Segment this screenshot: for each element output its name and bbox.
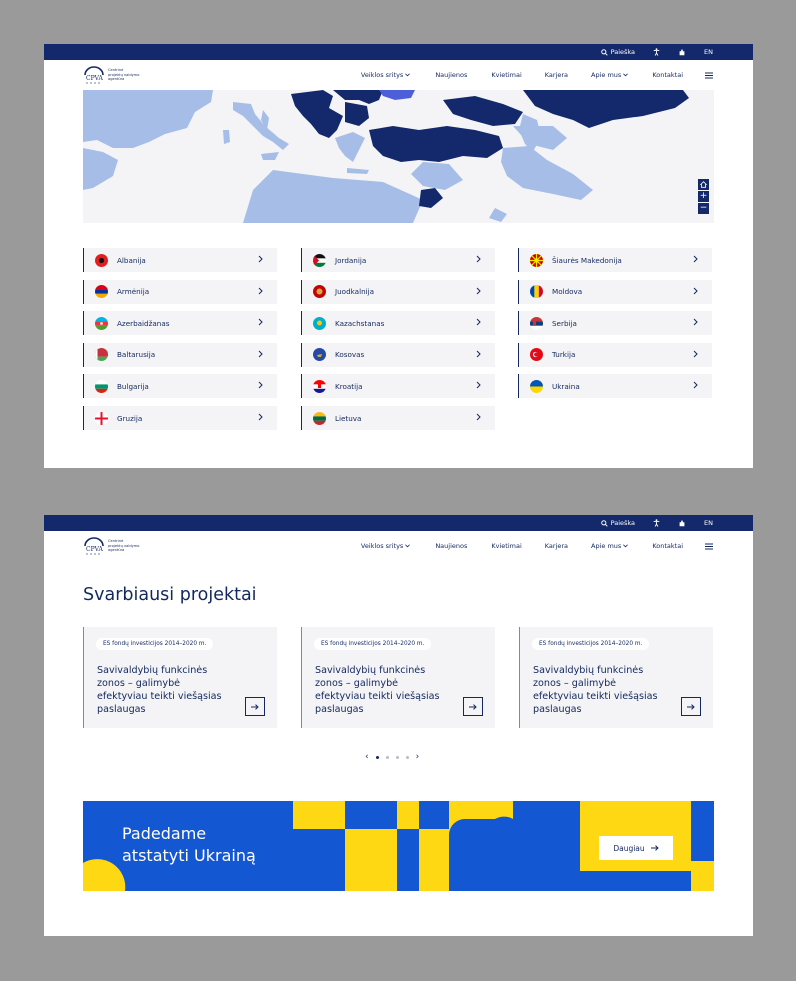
nav-item-kontaktai[interactable]: Kontaktai xyxy=(652,71,683,79)
nav-item-veiklos-sritys[interactable]: Veiklos sritys xyxy=(361,542,410,550)
country-label: Ukraina xyxy=(552,381,580,391)
pager-dot[interactable] xyxy=(386,756,389,759)
main-navbar xyxy=(44,60,753,90)
belarus-flag-icon xyxy=(95,348,108,361)
nav-item-karjera[interactable]: Karjera xyxy=(544,71,569,79)
azerbaijan-flag-icon xyxy=(95,317,108,330)
project-card[interactable] xyxy=(301,627,495,728)
project-title: Savivaldybių funkcinės zonos – galimybė efektyviau teikti viešąsias paslaugas xyxy=(533,665,658,715)
country-label: Juodkalnija xyxy=(335,287,375,297)
chevron-right-icon xyxy=(476,350,481,358)
country-item[interactable] xyxy=(301,280,495,304)
screenshot-countries xyxy=(44,44,753,468)
chevron-right-icon xyxy=(476,381,481,389)
lithuania-flag-icon xyxy=(313,412,326,425)
logo-text: Centrinė projektų valdymo agentūra xyxy=(108,539,140,553)
search-label: Paieška xyxy=(610,519,636,527)
main-navbar xyxy=(44,531,753,561)
language-switch[interactable] xyxy=(704,48,713,56)
project-title: Savivaldybių funkcinės zonos – galimybė efektyviau teikti viešąsias paslaugas xyxy=(97,665,222,715)
country-label: Kazachstanas xyxy=(335,318,385,328)
nav-item-kvietimai[interactable]: Kvietimai xyxy=(491,71,522,79)
country-item[interactable] xyxy=(83,374,277,398)
search-label: Paieška xyxy=(610,48,636,56)
accessibility-button[interactable] xyxy=(653,519,660,527)
nav-item-kvietimai[interactable]: Kvietimai xyxy=(491,542,522,550)
chevron-down-icon xyxy=(405,73,410,77)
country-label: Albanija xyxy=(117,255,146,265)
project-open-button[interactable] xyxy=(681,697,701,716)
chevron-right-icon xyxy=(258,413,263,421)
hamburger-menu-icon xyxy=(705,72,713,79)
bulgaria-flag-icon xyxy=(95,380,108,393)
ukraine-banner xyxy=(83,801,714,891)
nav-item-naujienos[interactable]: Naujienos xyxy=(435,71,468,79)
sign-language-button[interactable] xyxy=(678,519,686,527)
pager-next-button[interactable]: › xyxy=(415,752,420,762)
country-item[interactable] xyxy=(301,374,495,398)
search-icon xyxy=(601,520,608,527)
croatia-flag-icon xyxy=(313,380,326,393)
nav-item-karjera[interactable]: Karjera xyxy=(544,542,569,550)
country-item[interactable] xyxy=(518,343,712,367)
country-label: Azerbaidžanas xyxy=(117,318,170,328)
chevron-right-icon xyxy=(258,318,263,326)
chevron-right-icon xyxy=(476,413,481,421)
project-category-badge: ES fondų investicijos 2014–2020 m. xyxy=(532,638,649,650)
language-label: EN xyxy=(704,48,713,56)
language-switch[interactable] xyxy=(704,519,713,527)
country-item[interactable] xyxy=(301,311,495,335)
svg-text:CPVA: CPVA xyxy=(86,546,103,553)
country-label: Kroatija xyxy=(335,381,363,391)
hamburger-menu-icon xyxy=(705,543,713,550)
project-category-badge: ES fondų investicijos 2014–2020 m. xyxy=(314,638,431,650)
country-item[interactable] xyxy=(301,248,495,272)
pager-dot[interactable] xyxy=(406,756,409,759)
country-item[interactable] xyxy=(518,280,712,304)
pager-dot[interactable] xyxy=(376,756,379,759)
screenshot-projects xyxy=(44,515,753,936)
project-card[interactable] xyxy=(83,627,277,728)
chevron-right-icon xyxy=(258,255,263,263)
project-title: Savivaldybių funkcinės zonos – galimybė efektyviau teikti viešąsias paslaugas xyxy=(315,665,440,715)
section-heading: Svarbiausi projektai xyxy=(83,585,257,605)
country-label: Bulgarija xyxy=(117,381,149,391)
project-category-badge: ES fondų investicijos 2014–2020 m. xyxy=(96,638,213,650)
carousel-pager xyxy=(365,752,419,762)
country-item[interactable] xyxy=(518,248,712,272)
logo[interactable] xyxy=(83,66,148,84)
arrow-right-icon xyxy=(469,704,477,710)
country-item[interactable] xyxy=(301,343,495,367)
country-item[interactable] xyxy=(518,311,712,335)
country-label: Turkija xyxy=(552,350,576,360)
moldova-flag-icon xyxy=(530,285,543,298)
nav-item-kontaktai[interactable]: Kontaktai xyxy=(652,542,683,550)
chevron-right-icon xyxy=(258,287,263,295)
kazakhstan-flag-icon xyxy=(313,317,326,330)
armenia-flag-icon xyxy=(95,285,108,298)
country-label: Šiaurės Makedonija xyxy=(552,255,622,265)
country-label: Armėnija xyxy=(117,287,150,297)
nav-item-apie-mus[interactable]: Apie mus xyxy=(591,71,628,79)
accessibility-button[interactable] xyxy=(653,48,660,56)
logo-text: Centrinė projektų valdymo agentūra xyxy=(108,68,140,82)
country-label: Lietuva xyxy=(335,413,362,423)
language-label: EN xyxy=(704,519,713,527)
georgia-flag-icon xyxy=(95,412,108,425)
nav-item-naujienos[interactable]: Naujienos xyxy=(435,542,468,550)
chevron-down-icon xyxy=(405,544,410,548)
countries-map[interactable] xyxy=(83,90,714,223)
arrow-right-icon xyxy=(651,845,659,851)
project-card[interactable] xyxy=(519,627,713,728)
map-home-button[interactable] xyxy=(698,179,709,190)
home-icon xyxy=(700,181,707,188)
nav-item-apie-mus[interactable]: Apie mus xyxy=(591,542,628,550)
country-item[interactable] xyxy=(83,280,277,304)
jordan-flag-icon xyxy=(313,254,326,267)
top-utility-bar xyxy=(44,515,753,531)
chevron-right-icon xyxy=(693,318,698,326)
banner-more-button[interactable]: Daugiau xyxy=(599,836,673,860)
chevron-right-icon xyxy=(258,350,263,358)
country-item[interactable] xyxy=(518,374,712,398)
menu-button[interactable] xyxy=(705,72,713,79)
arrow-right-icon xyxy=(251,704,259,710)
map-zoom-in-button[interactable]: + xyxy=(699,191,708,201)
north-macedonia-flag-icon xyxy=(530,254,543,267)
chevron-down-icon xyxy=(623,73,628,77)
country-label: Serbija xyxy=(552,318,577,328)
country-item[interactable] xyxy=(301,406,495,430)
country-label: Kosovas xyxy=(335,350,365,360)
arrow-right-icon xyxy=(687,704,695,710)
chevron-right-icon xyxy=(693,255,698,263)
country-label: Jordanija xyxy=(335,255,367,265)
nav-item-veiklos-sritys[interactable]: Veiklos sritys xyxy=(361,71,410,79)
turkey-flag-icon xyxy=(530,348,543,361)
accessibility-icon xyxy=(653,519,660,527)
sign-language-icon xyxy=(678,48,686,56)
chevron-right-icon xyxy=(693,381,698,389)
logo[interactable] xyxy=(83,537,148,555)
country-item[interactable] xyxy=(83,406,277,430)
serbia-flag-icon xyxy=(530,317,543,330)
chevron-right-icon xyxy=(693,287,698,295)
pager-prev-button[interactable]: ‹ xyxy=(365,752,369,762)
country-label: Baltarusija xyxy=(117,350,156,360)
search-button[interactable] xyxy=(601,48,635,56)
logo-mark xyxy=(83,537,105,555)
country-item[interactable] xyxy=(83,311,277,335)
montenegro-flag-icon xyxy=(313,285,326,298)
pager-dot[interactable] xyxy=(396,756,399,759)
country-label: Gruzija xyxy=(117,413,143,423)
svg-text:CPVA: CPVA xyxy=(86,75,103,82)
accessibility-icon xyxy=(653,48,660,56)
project-open-button[interactable] xyxy=(245,697,265,716)
ukraine-flag-icon xyxy=(530,380,543,393)
albania-flag-icon xyxy=(95,254,108,267)
chevron-right-icon xyxy=(476,287,481,295)
nav-links xyxy=(361,71,713,79)
banner-text: Padedame atstatyti Ukrainą xyxy=(122,824,256,865)
top-utility-bar xyxy=(44,44,753,60)
chevron-right-icon xyxy=(476,255,481,263)
country-item[interactable] xyxy=(83,248,277,272)
project-open-button[interactable] xyxy=(463,697,483,716)
menu-button[interactable] xyxy=(705,543,713,550)
logo-mark xyxy=(83,66,105,84)
search-button[interactable] xyxy=(601,519,635,527)
map-zoom-out-button[interactable]: − xyxy=(699,203,708,213)
sign-language-icon xyxy=(678,519,686,527)
sign-language-button[interactable] xyxy=(678,48,686,56)
kosovo-flag-icon xyxy=(313,348,326,361)
country-label: Moldova xyxy=(552,287,583,297)
chevron-right-icon xyxy=(258,381,263,389)
chevron-right-icon xyxy=(476,318,481,326)
map-graphic xyxy=(83,90,714,223)
chevron-right-icon xyxy=(693,350,698,358)
country-item[interactable] xyxy=(83,343,277,367)
nav-links xyxy=(361,542,713,550)
search-icon xyxy=(601,49,608,56)
chevron-down-icon xyxy=(623,544,628,548)
